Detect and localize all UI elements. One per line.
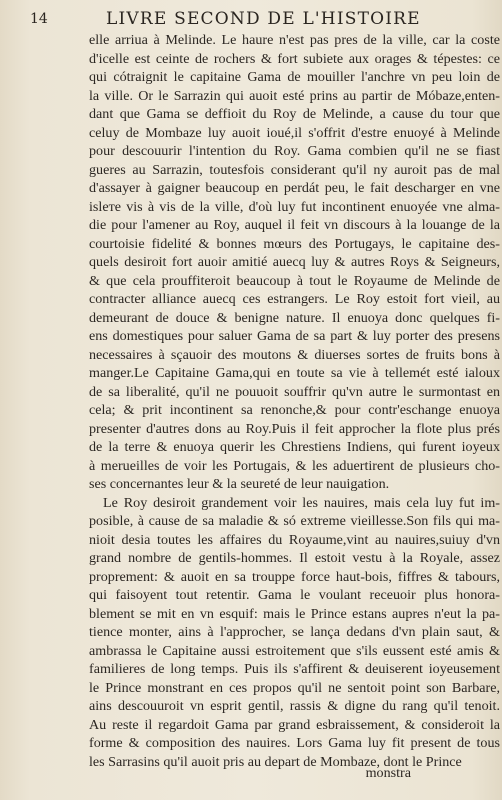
- text-line: manger.Le Capitaine Gama,qui en toute sa vie à tellemét esté ialoux: [89, 365, 500, 381]
- text-line: de sa liberalité, qu'il ne pouuoit souffrir qu'vn autre le surmontast en: [89, 383, 500, 400]
- text-line: necessaires à sçauoir des moutons & diuerses sortes de fruits bons à: [89, 346, 500, 363]
- text-line: ains descouuroit vn esprit gentil, rassis & digne du rang qu'il tenoit.: [89, 698, 500, 714]
- text-line: die pour l'amener au Roy, auquel il feit vn discours à la louange de la: [89, 217, 500, 233]
- page-number: 14: [30, 11, 48, 27]
- page-header: [30, 9, 480, 31]
- text-line: presenter d'autres dons au Roy.Puis il feit approcher la flote plus prés: [89, 420, 500, 437]
- text-line: dant que Gama se deffioit du Roy de Melinde, a cause du tour que: [89, 106, 500, 122]
- text-line: qui faisoyent tout retentir. Gama le voulant receuoir plus honora-: [89, 587, 500, 603]
- running-head: LIVRE SECOND DE L'HISTOIRE: [106, 9, 421, 29]
- text-line: & que cela prouffiteroit beaucoup à tout le Royaume de Melinde de: [89, 272, 500, 289]
- text-line: ses concernantes leur & la seureté de leur nauigation.: [89, 476, 390, 492]
- text-line: tience monter, ains à l'approcher, se lança dedans d'vn plain saut, &: [89, 624, 500, 640]
- text-line: posible, à cause de sa maladie & só extreme vieillesse.Son fils qui ma-: [89, 513, 500, 529]
- body-text: [89, 31, 500, 771]
- text-line: cela; & prit incontinent sa renonche,& pour contr'eschange enuoya: [89, 402, 500, 418]
- text-line: isleте vis à vis de la ville, d'où luy fut incontinent enuoyée vne alma-: [89, 198, 500, 215]
- catchword: monstra: [365, 765, 411, 781]
- text-line: proprement: & auoit en sa trouppe force haut-bois, fiffres & tabours,: [89, 568, 500, 585]
- text-line: de la terre & enuoya querir les Chrestiens Indiens, qui furent ioyeux: [89, 439, 500, 455]
- text-line: Au reste il regardoit Gama par grand esbraissement, & consideroit la: [89, 716, 500, 733]
- text-line: ambrassa le Capitaine aussi estroitement que s'ils eussent esté amis &: [89, 642, 500, 659]
- text-line: qui cótraignit le capitaine Gama de mouiller l'anchre vn peu loin de: [89, 69, 500, 85]
- text-line: courtoisie fidelité & bonnes mœurs des Portugays, le capitaine des-: [89, 235, 500, 252]
- text-line: d'icelle est ceinte de rochers & fort subiete aux orages & tépestes: ce: [89, 50, 500, 67]
- text-line: elle arriua à Melinde. Le haure n'est pas pres de la ville, car la coste: [89, 32, 500, 48]
- text-line: demeurant de douce & benigne nature. Il enuoya donc quelques fi-: [89, 309, 500, 326]
- text-line: le Prince monstrant en ces propos qu'il ne sentoit point son Barbare,: [89, 679, 500, 696]
- text-line: quels desiroit fort auoir amitié auecq luy & autres Roys & Seigneurs,: [89, 254, 500, 270]
- text-line: d'assayer à gaigner beaucoup en perdát peu, le fait descharger en vne: [89, 180, 500, 196]
- text-line: les Sarrasins qu'il auoit pris au depart de Mombaze, dont le Prince: [89, 753, 462, 770]
- text-line: grand nombre de gentils-hommes. Il estoit vestu à la Royale, assez: [89, 550, 500, 566]
- text-line: à merueilles de voir les Portugais, & les aduertirent de plusieurs cho-: [89, 457, 500, 474]
- text-line: la ville. Or le Sarrazin qui auoit esté prins au partir de Móbaze,enten-: [89, 87, 500, 104]
- text-line: gueres au Sarrazin, toutesfois considerant qu'il ny auroit pas de mal: [89, 161, 500, 178]
- text-line: familieres de long temps. Puis ils s'affirent & deuiserent ioyeusement: [89, 661, 500, 677]
- text-line: Le Roy desiroit grandement voir les nauires, mais cela luy fut im-: [103, 494, 500, 511]
- text-line: contracter alliance auecq ces estrangers. Le Roy estoit fort vieil, au: [89, 291, 500, 307]
- text-line: ens domestiques pour saluer Gama de sa part & luy porter des presens: [89, 328, 500, 344]
- text-line: nioit desia toutes les affaires du Royaume,vint au nauires,suiuy d'vn: [89, 531, 500, 548]
- text-line: pour descouurir l'intention du Roy. Gama combien qu'il ne se fiast: [89, 143, 500, 159]
- text-line: forme & composition des nauires. Lors Gama luy fit present de tous: [89, 735, 500, 751]
- text-line: blement se mit en vn esquif: mais le Prince estans aupres n'eut la pa-: [89, 605, 500, 622]
- text-line: celuy de Mombaze luy auoit ioué,il s'offrit d'estre enuoyé à Melinde: [89, 124, 500, 141]
